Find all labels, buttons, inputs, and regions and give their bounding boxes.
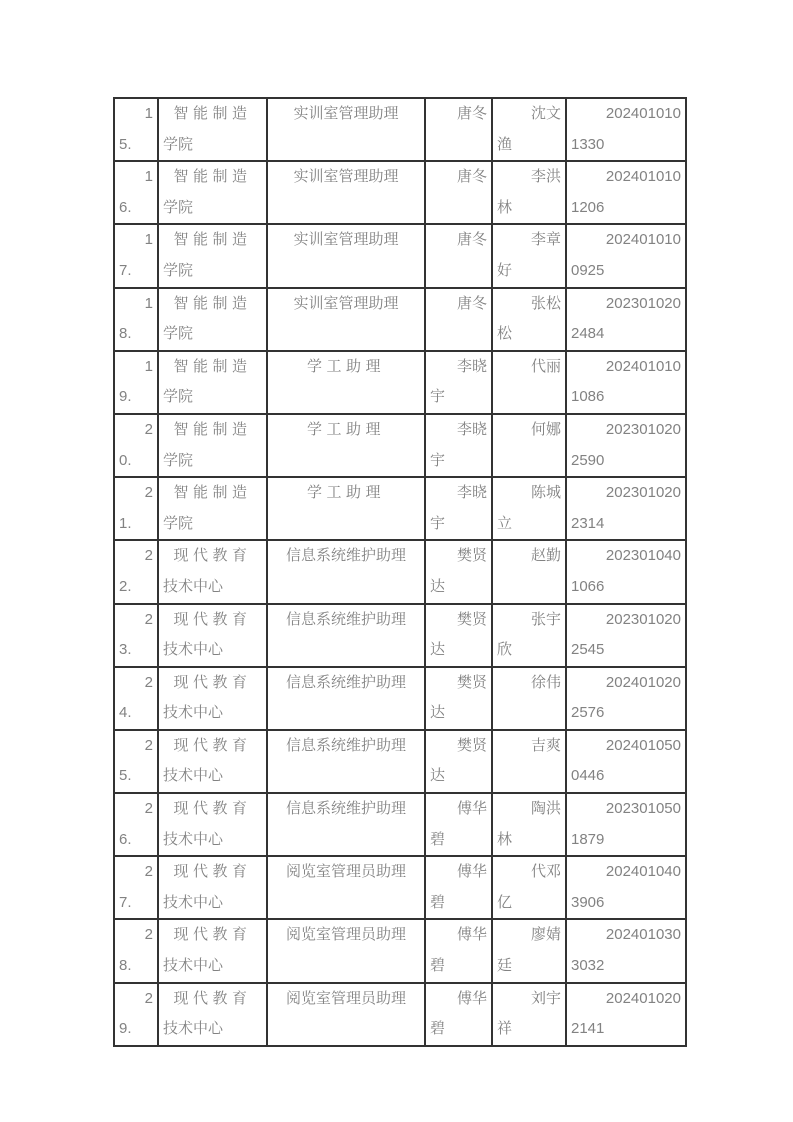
position-cell <box>267 540 425 603</box>
cell-text-line: 0446 <box>571 767 605 785</box>
mentor-name-cell <box>425 856 492 919</box>
cell-text-line: 学院 <box>163 261 194 279</box>
row-number-cell <box>114 730 158 793</box>
mentor-name-cell <box>425 224 492 287</box>
row-number-cell <box>114 477 158 540</box>
cell-text-line: 1 <box>144 357 153 375</box>
college-cell <box>158 730 267 793</box>
cell-text-line: 现代教育 <box>173 547 252 565</box>
cell-text-line: 2545 <box>571 641 605 659</box>
cell-text-line: 碧 <box>430 957 446 975</box>
cell-text-line: 达 <box>430 577 446 595</box>
student-id-cell <box>566 604 686 667</box>
mentor-name-cell <box>425 414 492 477</box>
cell-text-line: 信息系统维护助理 <box>285 673 406 691</box>
position-cell <box>267 793 425 856</box>
cell-text-line: 202301020 <box>605 484 681 502</box>
cell-text-line: 信息系统维护助理 <box>285 800 406 818</box>
cell-text-line: 学院 <box>163 135 194 153</box>
cell-text-line: 渔 <box>497 135 513 153</box>
row-number-cell <box>114 604 158 667</box>
cell-text-line: 9. <box>119 1020 132 1038</box>
row-number-cell <box>114 98 158 161</box>
cell-text-line: 智能制造 <box>173 484 252 502</box>
roster-row <box>114 540 686 603</box>
cell-text-line: 傅华 <box>456 863 487 881</box>
cell-text-line: 2590 <box>571 451 605 469</box>
row-number-cell <box>114 983 158 1046</box>
cell-text-line: 唐冬 <box>456 294 487 312</box>
row-number-cell <box>114 540 158 603</box>
mentor-name-cell <box>425 667 492 730</box>
cell-text-line: 学院 <box>163 388 194 406</box>
student-id-cell <box>566 288 686 351</box>
roster-row <box>114 351 686 414</box>
cell-text-line: 3. <box>119 641 132 659</box>
cell-text-line: 唐冬 <box>456 105 487 122</box>
cell-text-line: 7. <box>119 261 132 279</box>
cell-text-line: 4. <box>119 704 132 722</box>
cell-text-line: 1 <box>144 294 153 312</box>
cell-text-line: 学院 <box>163 514 194 532</box>
cell-text-line: 2 <box>144 800 153 818</box>
cell-text-line: 2 <box>144 989 153 1007</box>
roster-row <box>114 288 686 351</box>
roster-row <box>114 793 686 856</box>
college-cell <box>158 856 267 919</box>
row-number-cell <box>114 288 158 351</box>
cell-text-line: 碧 <box>430 893 446 911</box>
cell-text-line: 唐冬 <box>456 231 487 249</box>
cell-text-line: 现代教育 <box>173 736 252 754</box>
cell-text-line: 1066 <box>571 577 605 595</box>
cell-text-line: 智能制造 <box>173 168 252 186</box>
cell-text-line: 傅华 <box>456 989 487 1007</box>
position-cell <box>267 856 425 919</box>
student-name-cell <box>492 288 566 351</box>
mentor-name-cell <box>425 161 492 224</box>
student-name-cell <box>492 98 566 161</box>
row-number-cell <box>114 667 158 730</box>
student-id-cell <box>566 793 686 856</box>
cell-text-line: 实训室管理助理 <box>293 105 399 122</box>
cell-text-line: 代邓 <box>530 863 561 881</box>
cell-text-line: 现代教育 <box>173 673 252 691</box>
college-cell <box>158 224 267 287</box>
cell-text-line: 9. <box>119 388 132 406</box>
cell-text-line: 现代教育 <box>173 863 252 881</box>
student-name-cell <box>492 540 566 603</box>
student-name-cell <box>492 983 566 1046</box>
cell-text-line: 2 <box>144 420 153 438</box>
mentor-name-cell <box>425 540 492 603</box>
cell-text-line: 信息系统维护助理 <box>285 610 406 628</box>
cell-text-line: 2576 <box>571 704 605 722</box>
cell-text-line: 202301020 <box>605 420 681 438</box>
cell-text-line: 实训室管理助理 <box>293 231 399 249</box>
student-id-cell <box>566 667 686 730</box>
student-name-cell <box>492 224 566 287</box>
cell-text-line: 1 <box>144 105 153 122</box>
cell-text-line: 松 <box>497 325 513 343</box>
cell-text-line: 技术中心 <box>163 641 224 659</box>
cell-text-line: 202301020 <box>605 610 681 628</box>
position-cell <box>267 351 425 414</box>
cell-text-line: 现代教育 <box>173 989 252 1007</box>
cell-text-line: 202401050 <box>605 736 681 754</box>
cell-text-line: 阅览室管理员助理 <box>285 926 406 944</box>
cell-text-line: 2 <box>144 610 153 628</box>
cell-text-line: 1330 <box>571 135 605 153</box>
cell-text-line: 樊贤 <box>456 736 487 754</box>
roster-row <box>114 919 686 982</box>
cell-text-line: 202401010 <box>605 357 681 375</box>
cell-text-line: 代丽 <box>530 357 561 375</box>
cell-text-line: 智能制造 <box>173 357 252 375</box>
student-id-cell <box>566 730 686 793</box>
position-cell <box>267 414 425 477</box>
cell-text-line: 6. <box>119 830 132 848</box>
cell-text-line: 2 <box>144 926 153 944</box>
cell-text-line: 5. <box>119 767 132 785</box>
cell-text-line: 实训室管理助理 <box>293 168 399 186</box>
cell-text-line: 碧 <box>430 830 446 848</box>
row-number-cell <box>114 351 158 414</box>
cell-text-line: 祥 <box>497 1020 513 1038</box>
cell-text-line: 现代教育 <box>173 800 252 818</box>
cell-text-line: 技术中心 <box>163 957 224 975</box>
student-name-cell <box>492 793 566 856</box>
cell-text-line: 202401010 <box>605 231 681 249</box>
cell-text-line: 廖婧 <box>530 926 561 944</box>
cell-text-line: 智能制造 <box>173 105 252 122</box>
student-id-cell <box>566 919 686 982</box>
student-name-cell <box>492 477 566 540</box>
cell-text-line: 8. <box>119 325 132 343</box>
cell-text-line: 林 <box>497 198 513 216</box>
college-cell <box>158 288 267 351</box>
college-cell <box>158 983 267 1046</box>
cell-text-line: 202401040 <box>605 863 681 881</box>
student-id-cell <box>566 161 686 224</box>
cell-text-line: 202401010 <box>605 168 681 186</box>
roster-row <box>114 98 686 161</box>
student-id-cell <box>566 98 686 161</box>
cell-text-line: 现代教育 <box>173 926 252 944</box>
position-cell <box>267 730 425 793</box>
student-name-cell <box>492 351 566 414</box>
cell-text-line: 202401020 <box>605 673 681 691</box>
cell-text-line: 2 <box>144 484 153 502</box>
cell-text-line: 阅览室管理员助理 <box>285 989 406 1007</box>
cell-text-line: 学院 <box>163 325 194 343</box>
cell-text-line: 智能制造 <box>173 294 252 312</box>
roster-row <box>114 604 686 667</box>
college-cell <box>158 540 267 603</box>
cell-text-line: 5. <box>119 135 132 153</box>
cell-text-line: 0. <box>119 451 132 469</box>
mentor-name-cell <box>425 919 492 982</box>
cell-text-line: 技术中心 <box>163 830 224 848</box>
cell-text-line: 刘宇 <box>530 989 561 1007</box>
roster-row <box>114 983 686 1046</box>
student-id-cell <box>566 540 686 603</box>
cell-text-line: 2 <box>144 547 153 565</box>
cell-text-line: 廷 <box>497 957 513 975</box>
cell-text-line: 李晓 <box>456 420 487 438</box>
student-id-cell <box>566 856 686 919</box>
cell-text-line: 学工助理 <box>306 420 385 438</box>
cell-text-line: 1 <box>144 231 153 249</box>
cell-text-line: 202301050 <box>605 800 681 818</box>
cell-text-line: 沈文 <box>530 105 561 122</box>
cell-text-line: 李洪 <box>530 168 561 186</box>
cell-text-line: 何娜 <box>530 420 561 438</box>
cell-text-line: 立 <box>497 514 513 532</box>
college-cell <box>158 351 267 414</box>
row-number-cell <box>114 793 158 856</box>
roster-row <box>114 224 686 287</box>
cell-text-line: 亿 <box>497 893 513 911</box>
college-cell <box>158 98 267 161</box>
position-cell <box>267 477 425 540</box>
row-number-cell <box>114 919 158 982</box>
cell-text-line: 6. <box>119 198 132 216</box>
student-name-cell <box>492 161 566 224</box>
cell-text-line: 碧 <box>430 1020 446 1038</box>
mentor-name-cell <box>425 983 492 1046</box>
student-id-cell <box>566 414 686 477</box>
cell-text-line: 学院 <box>163 198 194 216</box>
student-id-cell <box>566 477 686 540</box>
mentor-name-cell <box>425 477 492 540</box>
cell-text-line: 樊贤 <box>456 610 487 628</box>
cell-text-line: 唐冬 <box>456 168 487 186</box>
cell-text-line: 李章 <box>530 231 561 249</box>
cell-text-line: 2 <box>144 673 153 691</box>
cell-text-line: 宇 <box>430 451 446 469</box>
position-cell <box>267 288 425 351</box>
college-cell <box>158 793 267 856</box>
position-cell <box>267 161 425 224</box>
cell-text-line: 欣 <box>497 641 513 659</box>
row-number-cell <box>114 856 158 919</box>
student-name-cell <box>492 414 566 477</box>
roster-row <box>114 477 686 540</box>
position-cell <box>267 98 425 161</box>
cell-text-line: 202401010 <box>605 105 681 122</box>
cell-text-line: 张松 <box>530 294 561 312</box>
cell-text-line: 技术中心 <box>163 893 224 911</box>
student-name-cell <box>492 604 566 667</box>
cell-text-line: 宇 <box>430 514 446 532</box>
cell-text-line: 阅览室管理员助理 <box>285 863 406 881</box>
row-number-cell <box>114 161 158 224</box>
mentor-name-cell <box>425 288 492 351</box>
position-cell <box>267 919 425 982</box>
cell-text-line: 吉爽 <box>530 736 561 754</box>
cell-text-line: 3906 <box>571 893 605 911</box>
cell-text-line: 傅华 <box>456 800 487 818</box>
college-cell <box>158 414 267 477</box>
position-cell <box>267 667 425 730</box>
cell-text-line: 202301020 <box>605 294 681 312</box>
cell-text-line: 1086 <box>571 388 605 406</box>
student-name-cell <box>492 856 566 919</box>
mentor-name-cell <box>425 793 492 856</box>
cell-text-line: 达 <box>430 641 446 659</box>
cell-text-line: 达 <box>430 704 446 722</box>
mentor-name-cell <box>425 351 492 414</box>
cell-text-line: 陶洪 <box>530 800 561 818</box>
cell-text-line: 2 <box>144 736 153 754</box>
cell-text-line: 傅华 <box>456 926 487 944</box>
college-cell <box>158 919 267 982</box>
roster-row <box>114 161 686 224</box>
position-cell <box>267 983 425 1046</box>
roster-row <box>114 667 686 730</box>
cell-text-line: 达 <box>430 767 446 785</box>
cell-text-line: 2. <box>119 577 132 595</box>
cell-text-line: 3032 <box>571 957 605 975</box>
cell-text-line: 2141 <box>571 1020 605 1038</box>
cell-text-line: 宇 <box>430 388 446 406</box>
cell-text-line: 202301040 <box>605 547 681 565</box>
row-number-cell <box>114 414 158 477</box>
cell-text-line: 智能制造 <box>173 231 252 249</box>
cell-text-line: 信息系统维护助理 <box>285 736 406 754</box>
college-cell <box>158 161 267 224</box>
roster-table-body <box>114 98 686 1046</box>
cell-text-line: 1 <box>144 168 153 186</box>
cell-text-line: 8. <box>119 957 132 975</box>
cell-text-line: 智能制造 <box>173 420 252 438</box>
cell-text-line: 学院 <box>163 451 194 469</box>
mentor-name-cell <box>425 604 492 667</box>
cell-text-line: 实训室管理助理 <box>293 294 399 312</box>
college-cell <box>158 604 267 667</box>
cell-text-line: 202401030 <box>605 926 681 944</box>
row-number-cell <box>114 224 158 287</box>
student-name-cell <box>492 919 566 982</box>
student-id-cell <box>566 983 686 1046</box>
mentor-name-cell <box>425 98 492 161</box>
cell-text-line: 7. <box>119 893 132 911</box>
cell-text-line: 樊贤 <box>456 673 487 691</box>
cell-text-line: 技术中心 <box>163 767 224 785</box>
cell-text-line: 李晓 <box>456 357 487 375</box>
student-id-cell <box>566 351 686 414</box>
cell-text-line: 1. <box>119 514 132 532</box>
cell-text-line: 技术中心 <box>163 577 224 595</box>
cell-text-line: 赵勤 <box>530 547 561 565</box>
cell-text-line: 2484 <box>571 325 605 343</box>
cell-text-line: 樊贤 <box>456 547 487 565</box>
cell-text-line: 1206 <box>571 198 605 216</box>
cell-text-line: 0925 <box>571 261 605 279</box>
cell-text-line: 技术中心 <box>163 704 224 722</box>
roster-row <box>114 730 686 793</box>
cell-text-line: 张宇 <box>530 610 561 628</box>
cell-text-line: 陈城 <box>530 484 561 502</box>
cell-text-line: 林 <box>497 830 513 848</box>
student-name-cell <box>492 730 566 793</box>
cell-text-line: 好 <box>497 261 513 279</box>
cell-text-line: 现代教育 <box>173 610 252 628</box>
cell-text-line: 李晓 <box>456 484 487 502</box>
roster-row <box>114 414 686 477</box>
cell-text-line: 202401020 <box>605 989 681 1007</box>
cell-text-line: 信息系统维护助理 <box>285 547 406 565</box>
cell-text-line: 徐伟 <box>530 673 561 691</box>
cell-text-line: 技术中心 <box>163 1020 224 1038</box>
position-cell <box>267 224 425 287</box>
college-cell <box>158 477 267 540</box>
student-name-cell <box>492 667 566 730</box>
cell-text-line: 1879 <box>571 830 605 848</box>
cell-text-line: 学工助理 <box>306 357 385 375</box>
position-cell <box>267 604 425 667</box>
college-cell <box>158 667 267 730</box>
cell-text-line: 学工助理 <box>306 484 385 502</box>
cell-text-line: 2 <box>144 863 153 881</box>
mentor-name-cell <box>425 730 492 793</box>
assistant-roster-table <box>113 97 687 1047</box>
student-id-cell <box>566 224 686 287</box>
cell-text-line: 2314 <box>571 514 605 532</box>
roster-row <box>114 856 686 919</box>
